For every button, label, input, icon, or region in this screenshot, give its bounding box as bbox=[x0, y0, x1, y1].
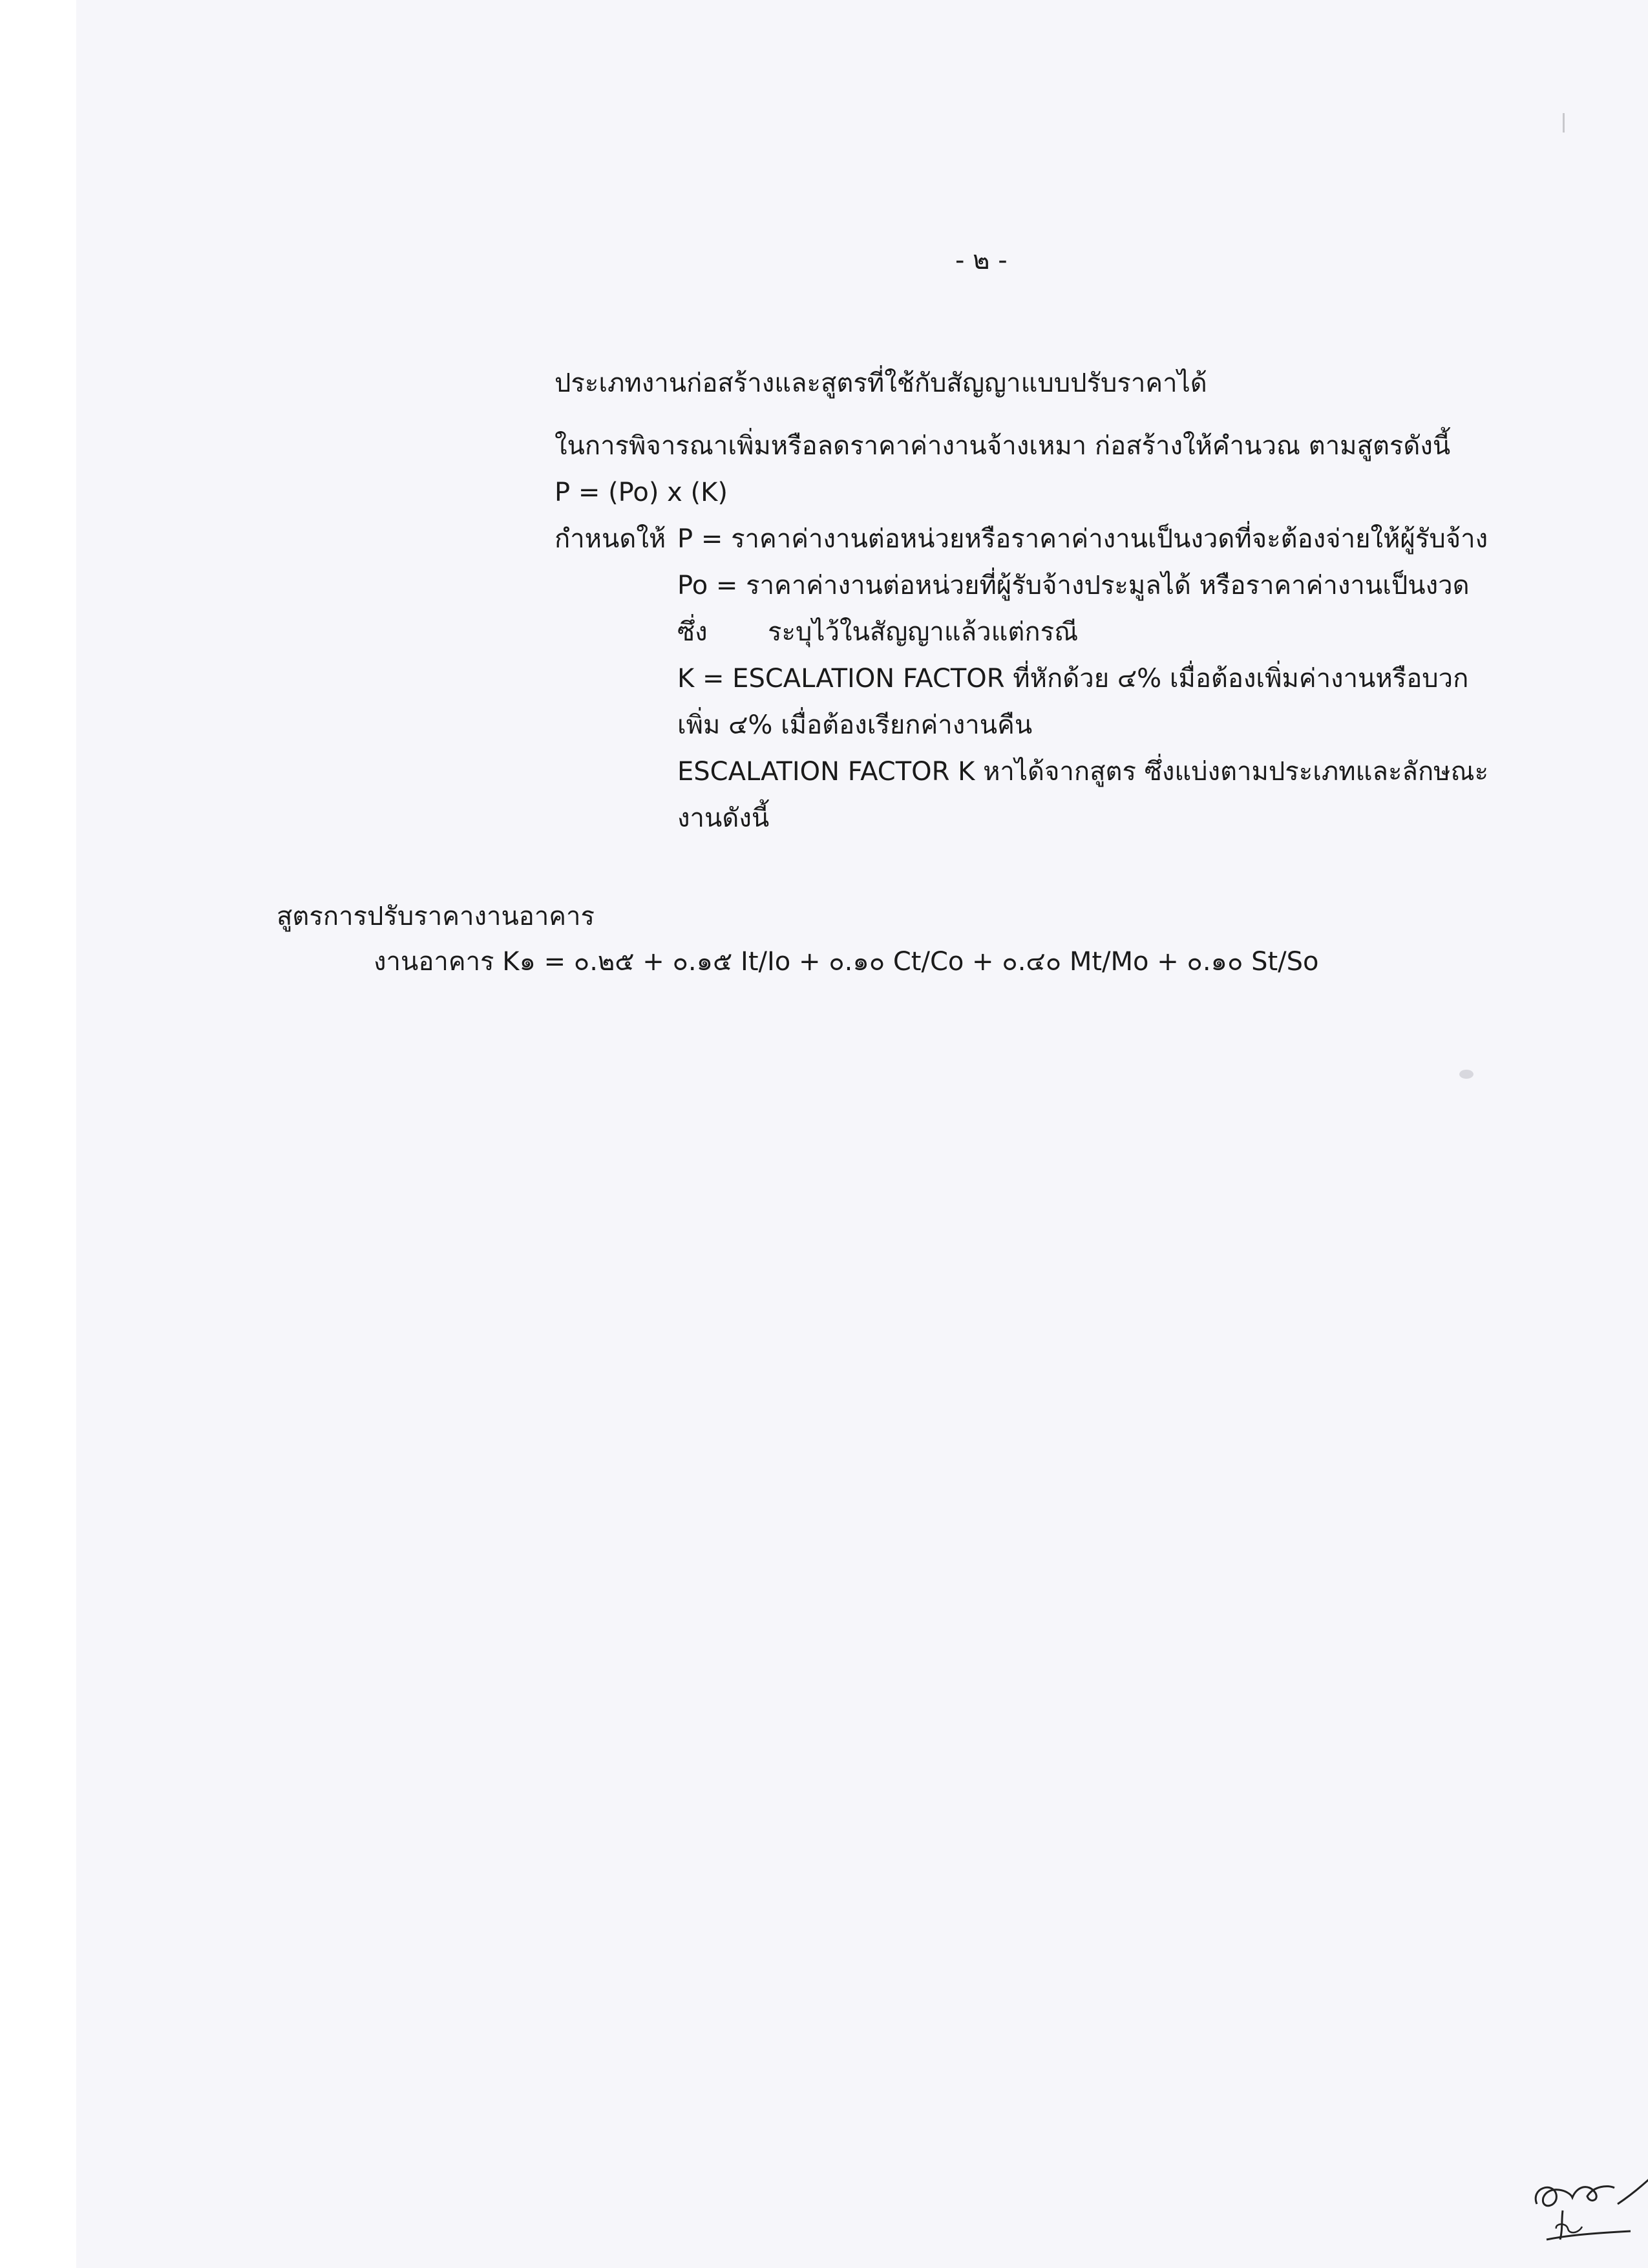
escalation-line-2: งานดังนี้ bbox=[677, 803, 770, 833]
scan-speck bbox=[1563, 113, 1565, 132]
section-title: สูตรการปรับราคางานอาคาร bbox=[277, 902, 595, 931]
po-definition-line-2: ระบุไว้ในสัญญาแล้วแต่กรณี bbox=[768, 617, 1079, 647]
heading: ประเภทงานก่อสร้างและสูตรที่ใช้กับสัญญาแบบปรับราคาได้ bbox=[555, 368, 1207, 398]
k-definition-line-1: K = ESCALATION FACTOR ที่หักด้วย ๔% เมื่อต้องเพิ่มค่างานหรือบวก bbox=[677, 664, 1469, 694]
intro-paragraph: ในการพิจารณาเพิ่มหรือลดราคาค่างานจ้างเหมา ก่อสร้างให้คำนวณ ตามสูตรดังนี้ bbox=[555, 431, 1451, 461]
document-page bbox=[76, 0, 1648, 2268]
page-number: - ๒ - bbox=[955, 246, 1008, 275]
escalation-line-1: ESCALATION FACTOR K หาได้จากสูตร ซึ่งแบ่งตามประเภทและลักษณะ bbox=[677, 757, 1489, 787]
po-definition-line-2-lead: ซึ่ง bbox=[677, 617, 708, 647]
handwritten-signature bbox=[1517, 2114, 1648, 2249]
definitions-lead: กำหนดให้ bbox=[555, 524, 666, 554]
building-formula: งานอาคาร K๑ = ๐.๒๕ + ๐.๑๕ It/Io + ๐.๑๐ Ct/Co + ๐.๔๐ Mt/Mo + ๐.๑๐ St/So bbox=[374, 947, 1319, 977]
k-definition-line-2: เพิ่ม ๔% เมื่อต้องเรียกค่างานคืน bbox=[677, 710, 1033, 740]
price-formula: P = (Po) x (K) bbox=[555, 478, 728, 507]
po-definition-line-1: Po = ราคาค่างานต่อหน่วยที่ผู้รับจ้างประมูลได้ หรือราคาค่างานเป็นงวด bbox=[677, 571, 1470, 600]
scan-smudge bbox=[1459, 1070, 1474, 1079]
p-definition: P = ราคาค่างานต่อหน่วยหรือราคาค่างานเป็นงวดที่จะต้องจ่ายให้ผู้รับจ้าง bbox=[677, 524, 1488, 554]
